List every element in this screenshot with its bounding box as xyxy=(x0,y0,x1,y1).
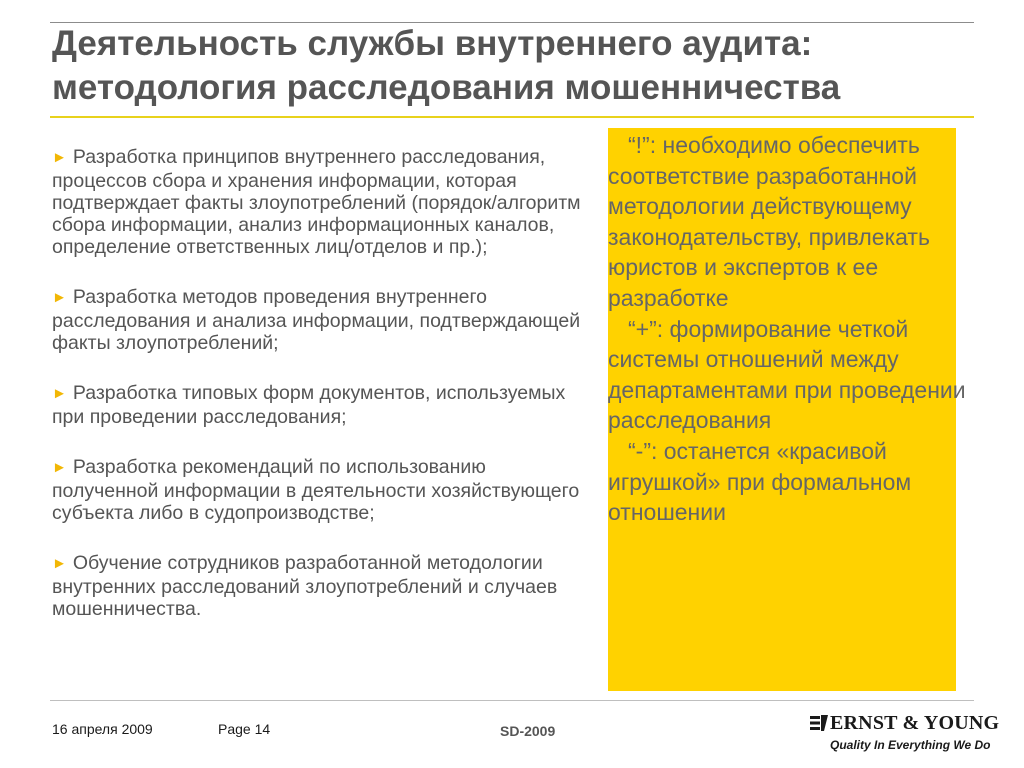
callout-mark-plus: “+”: xyxy=(628,315,664,342)
footer-rule xyxy=(50,700,974,701)
logo-name: ERNST & YOUNG xyxy=(830,712,1000,734)
footer-code: SD-2009 xyxy=(500,723,556,739)
callout-text-plus: формирование четкой системы отношений между департаментами при проведении расследования xyxy=(608,315,966,434)
title-line-1: Деятельность службы внутреннего аудита: xyxy=(52,24,813,63)
logo-tagline: Quality In Everything We Do xyxy=(830,738,991,752)
callout-paragraph-minus xyxy=(608,436,968,528)
bullet-text: Разработка методов проведения внутреннего расследования и анализа информации, подтверждающей факты злоупотреблений; xyxy=(52,286,581,354)
logo-mark-icon xyxy=(810,715,828,731)
callout-mark-exclaim: “!”: xyxy=(628,132,657,158)
title-line-2: методология расследования мошенничества xyxy=(52,68,841,107)
bullet-arrow-icon: ► xyxy=(52,149,67,166)
title-underline xyxy=(50,116,974,118)
callout-paragraph-must xyxy=(608,130,968,314)
bullet-item xyxy=(52,146,592,258)
bullet-list xyxy=(52,146,592,648)
bullet-arrow-icon: ► xyxy=(52,555,67,572)
footer-date: 16 апреля 2009 xyxy=(52,721,153,737)
footer-page-number: Page 14 xyxy=(218,721,271,737)
callout-mark-minus: “-”: xyxy=(628,437,658,464)
bullet-item xyxy=(52,456,592,524)
bullet-arrow-icon: ► xyxy=(52,289,67,306)
slide-title xyxy=(52,22,982,110)
bullet-item xyxy=(52,552,592,620)
company-logo xyxy=(810,712,1000,756)
bullet-arrow-icon: ► xyxy=(52,385,67,402)
bullet-text: Обучение сотрудников разработанной методологии внутренних расследований злоупотреблений и случаев мошенничества. xyxy=(52,552,558,620)
bullet-text: Разработка принципов внутреннего расследования, процессов сбора и хранения информации, которая подтверждает факты злоупотреблений (порядок/алгоритм сбора информации, анализ информационных каналов, определение ответственных лиц/отделов и пр.); xyxy=(52,146,581,258)
bullet-item xyxy=(52,382,592,428)
bullet-text: Разработка типовых форм документов, используемых при проведении расследования; xyxy=(52,382,566,428)
callout-text-minus: останется «красивой игрушкой» при формальном отношении xyxy=(608,437,912,526)
callout-text-must: необходимо обеспечить соответствие разработанной методологии действующему законодательству, привлекать юристов и экспертов к ее разработке xyxy=(608,132,930,311)
callout-paragraph-plus xyxy=(608,314,968,436)
callout-text xyxy=(608,130,968,528)
bullet-item xyxy=(52,286,592,354)
bullet-arrow-icon: ► xyxy=(52,459,67,476)
bullet-text: Разработка рекомендаций по использованию полученной информации в деятельности хозяйствующего субъекта либо в судопроизводстве; xyxy=(52,456,580,524)
